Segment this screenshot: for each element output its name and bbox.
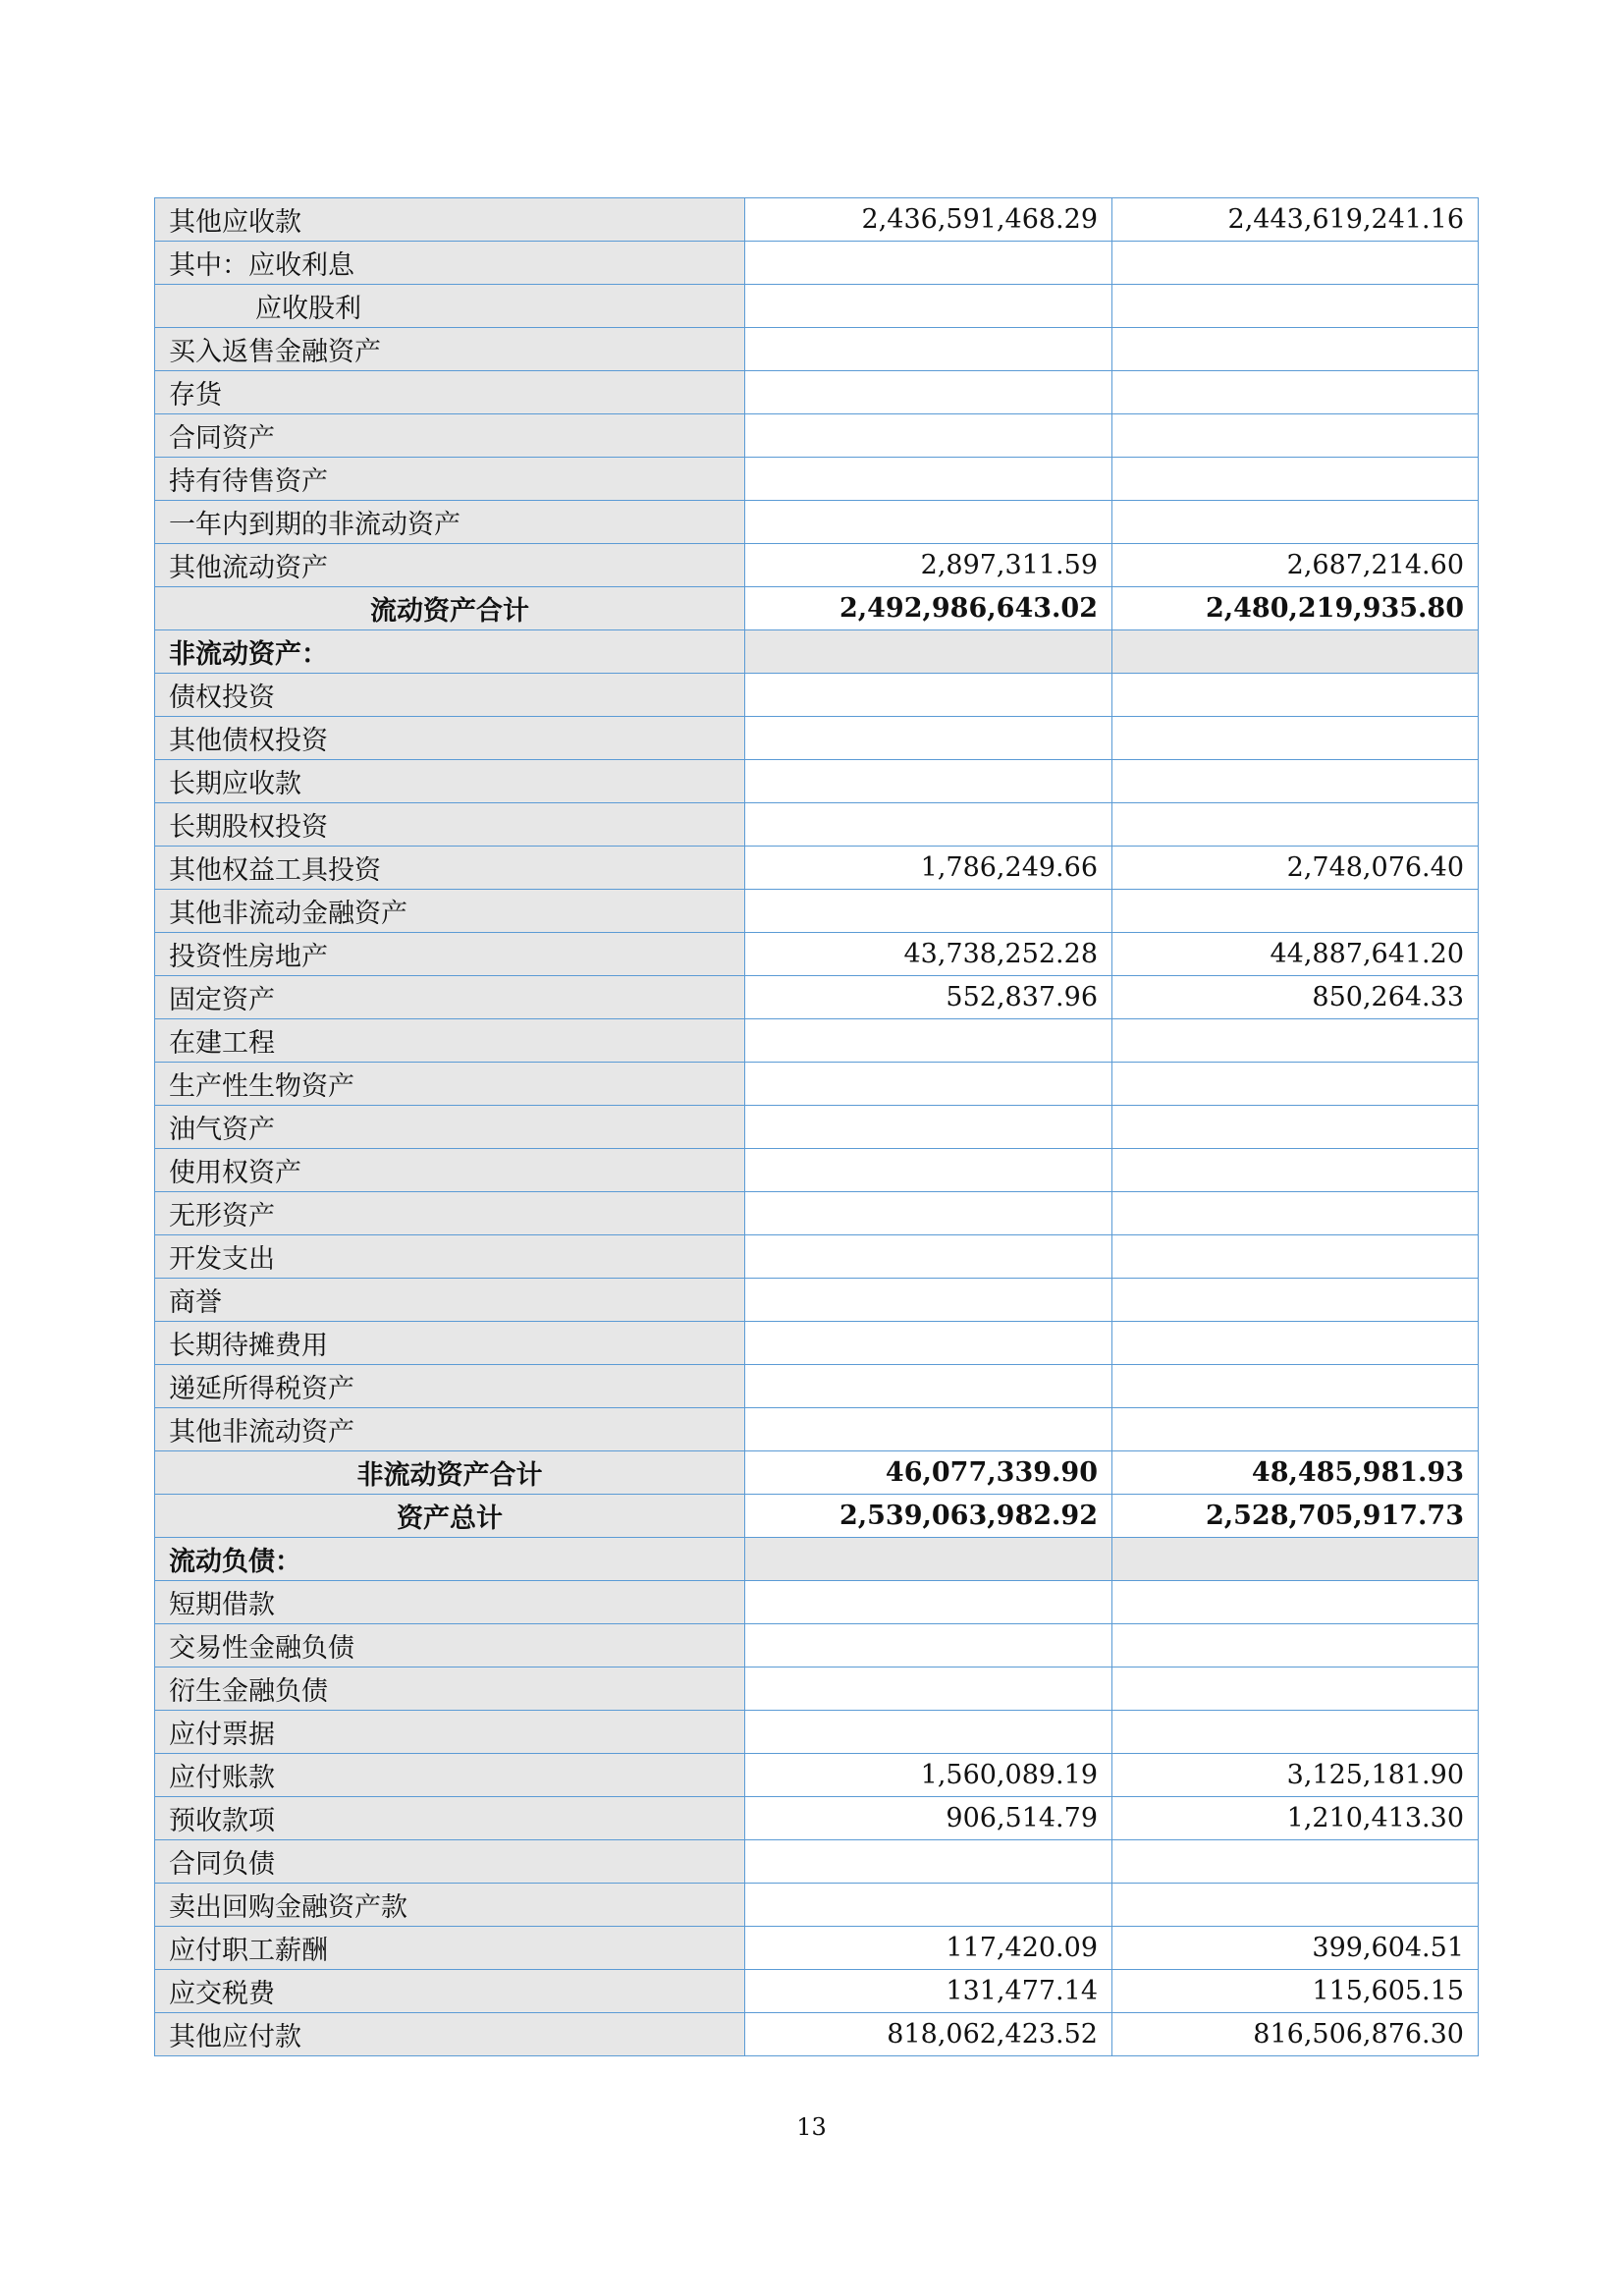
prior-period-value [1112,414,1479,458]
row-label: 衍生金融负债 [155,1667,745,1711]
row-label: 其他非流动金融资产 [155,890,745,933]
prior-period-value [1112,328,1479,371]
table-row [155,1322,1479,1365]
prior-period-value: 3,125,181.90 [1112,1754,1479,1797]
row-label: 商誉 [155,1279,745,1322]
prior-period-value: 2,528,705,917.73 [1112,1495,1479,1538]
row-label: 短期借款 [155,1581,745,1624]
table-row [155,2013,1479,2056]
table-row [155,1019,1479,1063]
table-row [155,976,1479,1019]
prior-period-value [1112,1581,1479,1624]
prior-period-value [1112,1106,1479,1149]
table-row [155,1495,1479,1538]
table-row [155,933,1479,976]
table-row [155,1970,1479,2013]
table-row [155,198,1479,242]
prior-period-value: 2,687,214.60 [1112,544,1479,587]
table-row [155,1711,1479,1754]
prior-period-value: 399,604.51 [1112,1927,1479,1970]
row-label: 预收款项 [155,1797,745,1840]
prior-period-value [1112,1408,1479,1451]
table-row [155,544,1479,587]
prior-period-value [1112,1063,1479,1106]
current-period-value [745,328,1112,371]
row-label: 其他债权投资 [155,717,745,760]
current-period-value: 2,539,063,982.92 [745,1495,1112,1538]
table-row [155,1754,1479,1797]
prior-period-value: 2,480,219,935.80 [1112,587,1479,630]
current-period-value [745,1279,1112,1322]
row-label: 流动资产合计 [155,587,745,630]
prior-period-value [1112,501,1479,544]
current-period-value: 1,786,249.66 [745,847,1112,890]
prior-period-value [1112,1192,1479,1235]
table-row [155,1884,1479,1927]
row-label: 其他权益工具投资 [155,847,745,890]
current-period-value: 46,077,339.90 [745,1451,1112,1495]
current-period-value [745,1235,1112,1279]
prior-period-value [1112,760,1479,803]
current-period-value [745,1408,1112,1451]
row-label: 买入返售金融资产 [155,328,745,371]
table-row [155,285,1479,328]
prior-period-value [1112,1235,1479,1279]
balance-sheet-table [154,197,1479,2056]
prior-period-value [1112,1365,1479,1408]
current-period-value [745,630,1112,674]
prior-period-value [1112,674,1479,717]
current-period-value [745,674,1112,717]
row-label: 其他应收款 [155,198,745,242]
current-period-value [745,458,1112,501]
row-label: 持有待售资产 [155,458,745,501]
row-label: 长期待摊费用 [155,1322,745,1365]
current-period-value [745,1322,1112,1365]
row-label: 使用权资产 [155,1149,745,1192]
current-period-value [745,1884,1112,1927]
prior-period-value [1112,803,1479,847]
current-period-value [745,1149,1112,1192]
current-period-value: 2,897,311.59 [745,544,1112,587]
row-label: 交易性金融负债 [155,1624,745,1667]
table-row [155,587,1479,630]
current-period-value [745,1063,1112,1106]
table-row [155,717,1479,760]
row-label: 开发支出 [155,1235,745,1279]
row-label: 应付票据 [155,1711,745,1754]
current-period-value [745,1840,1112,1884]
row-label: 存货 [155,371,745,414]
prior-period-value: 850,264.33 [1112,976,1479,1019]
table-row [155,630,1479,674]
table-row [155,760,1479,803]
table-row [155,1235,1479,1279]
prior-period-value: 1,210,413.30 [1112,1797,1479,1840]
prior-period-value: 48,485,981.93 [1112,1451,1479,1495]
current-period-value [745,1624,1112,1667]
current-period-value [745,285,1112,328]
current-period-value: 117,420.09 [745,1927,1112,1970]
prior-period-value [1112,285,1479,328]
prior-period-value [1112,1840,1479,1884]
current-period-value [745,1019,1112,1063]
prior-period-value [1112,458,1479,501]
row-label: 应收股利 [155,285,745,328]
current-period-value [745,371,1112,414]
row-label: 其中：应收利息 [155,242,745,285]
table-row [155,1063,1479,1106]
prior-period-value: 2,748,076.40 [1112,847,1479,890]
prior-period-value [1112,717,1479,760]
table-row [155,328,1479,371]
current-period-value [745,760,1112,803]
row-label: 应付账款 [155,1754,745,1797]
row-label: 应付职工薪酬 [155,1927,745,1970]
row-label: 固定资产 [155,976,745,1019]
table-row [155,1840,1479,1884]
prior-period-value [1112,890,1479,933]
table-row [155,458,1479,501]
row-label: 债权投资 [155,674,745,717]
balance-sheet-body [155,198,1479,2056]
row-label: 非流动资产合计 [155,1451,745,1495]
prior-period-value [1112,1667,1479,1711]
table-row [155,242,1479,285]
row-label: 合同负债 [155,1840,745,1884]
current-period-value [745,717,1112,760]
row-label: 卖出回购金融资产款 [155,1884,745,1927]
current-period-value: 43,738,252.28 [745,933,1112,976]
prior-period-value [1112,1149,1479,1192]
prior-period-value [1112,371,1479,414]
row-label: 其他流动资产 [155,544,745,587]
table-row [155,371,1479,414]
current-period-value [745,1667,1112,1711]
table-row [155,1365,1479,1408]
current-period-value [745,242,1112,285]
row-label: 无形资产 [155,1192,745,1235]
table-row [155,501,1479,544]
current-period-value [745,1192,1112,1235]
current-period-value [745,890,1112,933]
table-row [155,674,1479,717]
table-row [155,1192,1479,1235]
table-row [155,803,1479,847]
current-period-value: 906,514.79 [745,1797,1112,1840]
row-label: 一年内到期的非流动资产 [155,501,745,544]
prior-period-value [1112,1538,1479,1581]
table-row [155,1797,1479,1840]
table-row [155,1451,1479,1495]
current-period-value: 1,560,089.19 [745,1754,1112,1797]
row-label: 合同资产 [155,414,745,458]
prior-period-value [1112,1019,1479,1063]
prior-period-value: 2,443,619,241.16 [1112,198,1479,242]
row-label: 其他非流动资产 [155,1408,745,1451]
row-label: 油气资产 [155,1106,745,1149]
row-label: 长期股权投资 [155,803,745,847]
current-period-value: 131,477.14 [745,1970,1112,2013]
prior-period-value [1112,1711,1479,1754]
current-period-value [745,1711,1112,1754]
prior-period-value [1112,1884,1479,1927]
current-period-value [745,1106,1112,1149]
prior-period-value [1112,1279,1479,1322]
prior-period-value [1112,630,1479,674]
current-period-value: 818,062,423.52 [745,2013,1112,2056]
row-label: 长期应收款 [155,760,745,803]
table-row [155,1624,1479,1667]
table-row [155,890,1479,933]
prior-period-value: 115,605.15 [1112,1970,1479,2013]
prior-period-value: 816,506,876.30 [1112,2013,1479,2056]
table-row [155,847,1479,890]
row-label: 资产总计 [155,1495,745,1538]
prior-period-value [1112,1322,1479,1365]
table-row [155,1408,1479,1451]
current-period-value [745,1365,1112,1408]
current-period-value [745,1538,1112,1581]
current-period-value [745,501,1112,544]
row-label: 在建工程 [155,1019,745,1063]
table-row [155,1927,1479,1970]
row-label: 非流动资产： [155,630,745,674]
current-period-value: 2,436,591,468.29 [745,198,1112,242]
current-period-value [745,803,1112,847]
current-period-value: 552,837.96 [745,976,1112,1019]
table-row [155,414,1479,458]
current-period-value [745,1581,1112,1624]
table-row [155,1581,1479,1624]
current-period-value: 2,492,986,643.02 [745,587,1112,630]
table-row [155,1106,1479,1149]
table-row [155,1279,1479,1322]
row-label: 递延所得税资产 [155,1365,745,1408]
page-number: 13 [796,2113,827,2141]
table-row [155,1149,1479,1192]
row-label: 应交税费 [155,1970,745,2013]
row-label: 投资性房地产 [155,933,745,976]
prior-period-value [1112,1624,1479,1667]
prior-period-value [1112,242,1479,285]
table-row [155,1667,1479,1711]
table-row [155,1538,1479,1581]
row-label: 其他应付款 [155,2013,745,2056]
current-period-value [745,414,1112,458]
row-label: 生产性生物资产 [155,1063,745,1106]
row-label: 流动负债： [155,1538,745,1581]
prior-period-value: 44,887,641.20 [1112,933,1479,976]
